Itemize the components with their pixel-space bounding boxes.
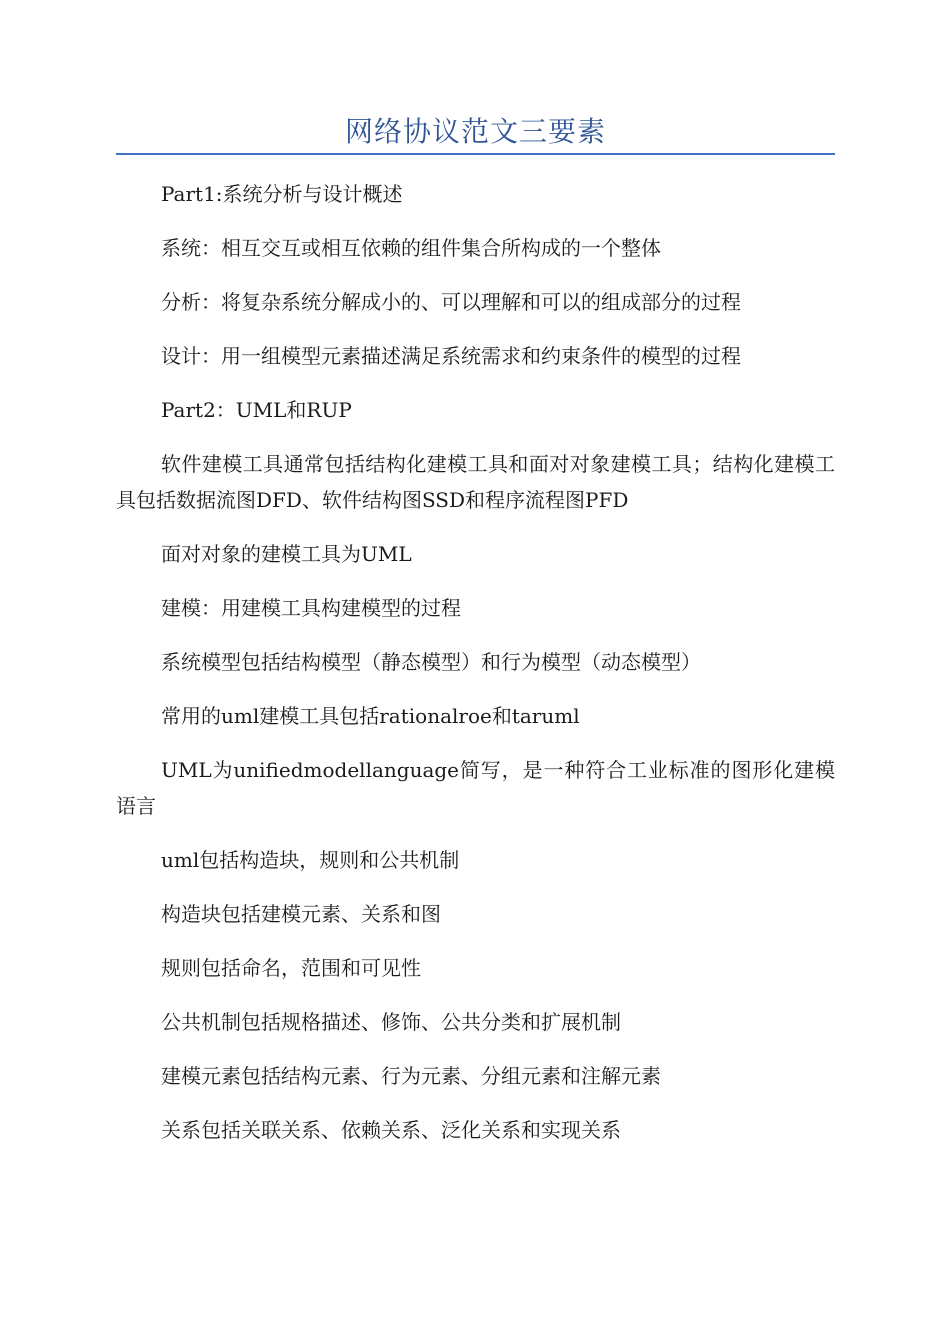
paragraph: 软件建模工具通常包括结构化建模工具和面对对象建模工具；结构化建模工具包括数据流图DFD、软件结构图SSD和程序流程图PFD [116,452,835,512]
paragraph: 系统模型包括结构模型（静态模型）和行为模型（动态模型） [161,650,701,674]
paragraph: UML为unifiedmodellanguage简写，是一种符合工业标准的图形化建模语言 [116,758,835,818]
paragraph: 建模元素包括结构元素、行为元素、分组元素和注解元素 [161,1064,661,1088]
paragraph: 建模：用建模工具构建模型的过程 [161,596,461,620]
paragraph: Part1:系统分析与设计概述 [161,182,403,206]
paragraph: 关系包括关联关系、依赖关系、泛化关系和实现关系 [161,1118,621,1142]
paragraph: 构造块包括建模元素、关系和图 [161,902,441,926]
document-title: 网络协议范文三要素 [344,115,606,148]
document-body [116,176,835,1166]
paragraph: 常用的uml建模工具包括rationalroe和taruml [161,704,580,728]
paragraph: 设计：用一组模型元素描述满足系统需求和约束条件的模型的过程 [161,344,741,368]
paragraph: 系统：相互交互或相互依赖的组件集合所构成的一个整体 [161,236,661,260]
paragraph: 分析：将复杂系统分解成小的、可以理解和可以的组成部分的过程 [161,290,741,314]
paragraph: uml包括构造块，规则和公共机制 [161,848,460,872]
paragraph: 规则包括命名，范围和可见性 [161,956,421,980]
paragraph: Part2：UML和RUP [161,398,352,422]
title-underline [116,153,835,155]
paragraph: 公共机制包括规格描述、修饰、公共分类和扩展机制 [161,1010,621,1034]
paragraph: 面对对象的建模工具为UML [161,542,412,566]
